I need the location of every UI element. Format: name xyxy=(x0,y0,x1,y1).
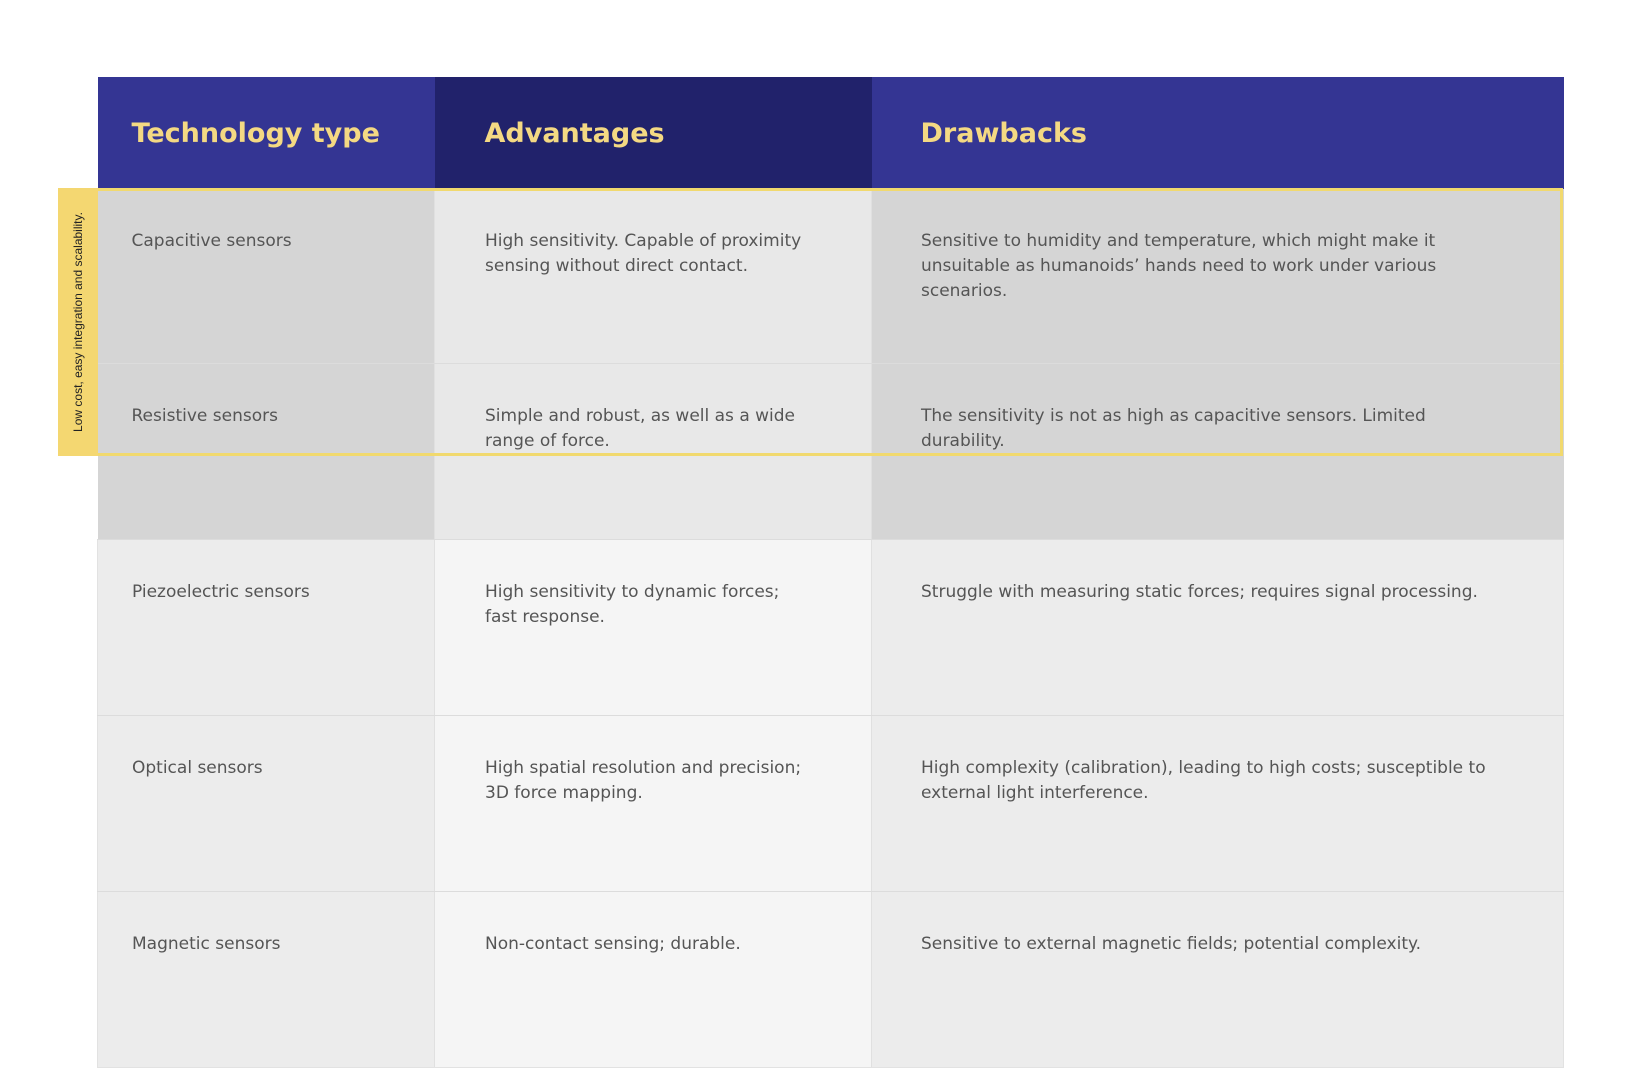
drawbacks-text: The sensitivity is not as high as capacitive sensors. Limited durability. xyxy=(921,406,1426,451)
drawbacks-text: Struggle with measuring static forces; requires signal processing. xyxy=(921,582,1478,602)
cell-advantages xyxy=(435,716,872,892)
cell-drawbacks xyxy=(872,364,1564,540)
header-drawbacks: Drawbacks xyxy=(872,77,1564,189)
cell-advantages xyxy=(435,540,872,716)
drawbacks-text: High complexity (calibration), leading to high costs; susceptible to external light interference. xyxy=(921,758,1486,803)
advantages-text: Simple and robust, as well as a wide range of force. xyxy=(485,406,796,451)
highlight-label: Low cost, easy integration and scalability. xyxy=(71,212,85,432)
cell-advantages xyxy=(435,189,872,364)
cell-drawbacks xyxy=(872,540,1564,716)
table-row xyxy=(98,364,1564,540)
cell-technology-type xyxy=(98,540,435,716)
cell-technology-type xyxy=(98,189,435,364)
table-header-row xyxy=(98,77,1564,189)
header-technology-type: Technology type xyxy=(98,77,435,189)
technology-type-text: Resistive sensors xyxy=(131,406,278,426)
technology-type-text: Capacitive sensors xyxy=(131,231,292,251)
header-advantages: Advantages xyxy=(435,77,872,189)
cell-advantages xyxy=(435,364,872,540)
drawbacks-text: Sensitive to humidity and temperature, which might make it unsuitable as humanoids’ hands need to work under various scenarios. xyxy=(921,231,1437,301)
advantages-text: High spatial resolution and precision; 3D force mapping. xyxy=(485,758,802,803)
advantages-text: High sensitivity. Capable of proximity sensing without direct contact. xyxy=(485,231,802,276)
cell-drawbacks xyxy=(872,716,1564,892)
cell-technology-type xyxy=(98,716,435,892)
cell-technology-type xyxy=(98,892,435,1068)
table-row xyxy=(98,892,1564,1068)
technology-type-text: Magnetic sensors xyxy=(132,934,281,954)
sensor-comparison-table xyxy=(97,77,1564,1068)
cell-drawbacks xyxy=(872,892,1564,1068)
cell-drawbacks xyxy=(872,189,1564,364)
technology-type-text: Piezoelectric sensors xyxy=(132,582,310,602)
advantages-text: High sensitivity to dynamic forces; fast response. xyxy=(485,582,780,627)
table-row xyxy=(98,540,1564,716)
advantages-text: Non-contact sensing; durable. xyxy=(485,934,741,954)
technology-type-text: Optical sensors xyxy=(132,758,263,778)
cell-advantages xyxy=(435,892,872,1068)
highlight-tab xyxy=(58,188,98,456)
drawbacks-text: Sensitive to external magnetic fields; potential complexity. xyxy=(921,934,1422,954)
table-row xyxy=(98,716,1564,892)
table-row xyxy=(98,189,1564,364)
cell-technology-type xyxy=(98,364,435,540)
